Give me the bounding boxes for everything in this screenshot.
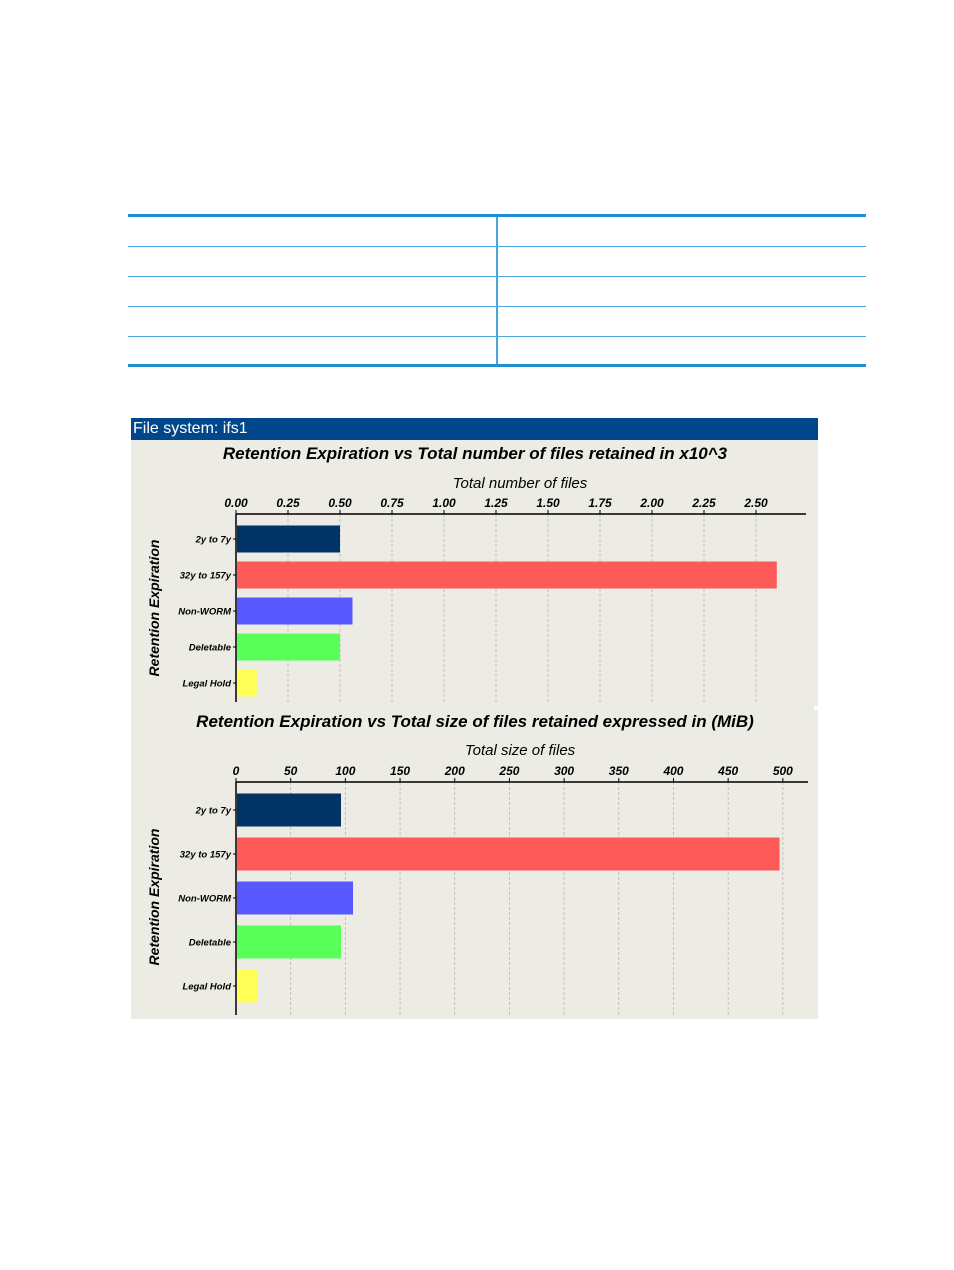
x-tick-label: 0.00 — [224, 496, 248, 510]
x-tick-label: 150 — [390, 764, 411, 778]
category-label: Legal Hold — [182, 981, 231, 993]
x-tick-label: 0.25 — [276, 496, 300, 510]
category-label: 2y to 7y — [195, 534, 231, 546]
bar-legal-hold — [237, 970, 258, 1003]
chart-title: Retention Expiration vs Total number of files retained in x10^3 — [222, 444, 728, 463]
x-tick-label: 100 — [335, 764, 356, 778]
chart-title: Retention Expiration vs Total size of files retained expressed in (MiB) — [196, 712, 754, 731]
bar-32y-to-157y — [237, 838, 780, 871]
category-label: Deletable — [188, 642, 231, 654]
category-label: 2y to 7y — [195, 805, 231, 817]
x-tick-label: 0.75 — [380, 496, 404, 510]
category-label: Legal Hold — [182, 678, 231, 690]
x-tick-label: 250 — [499, 764, 520, 778]
x-tick-label: 1.50 — [536, 496, 560, 510]
chart-2 — [146, 712, 808, 1015]
bar-2y-to-7y — [237, 794, 341, 827]
x-tick-label: 300 — [554, 764, 575, 778]
x-tick-label: 500 — [772, 764, 793, 778]
chart-1 — [146, 444, 806, 702]
category-label: Non-WORM — [178, 606, 231, 618]
panel-header-text: File system: ifs1 — [133, 420, 248, 437]
x-tick-label: 350 — [608, 764, 629, 778]
x-tick-label: 200 — [444, 764, 465, 778]
bar-legal-hold — [237, 670, 257, 697]
bar-32y-to-157y — [237, 562, 777, 589]
x-tick-label: 1.75 — [588, 496, 612, 510]
x-axis-label: Total number of files — [452, 475, 588, 492]
x-tick-label: 50 — [284, 764, 298, 778]
bar-2y-to-7y — [237, 526, 340, 553]
category-label: 32y to 157y — [179, 849, 231, 861]
x-tick-label: 0.50 — [328, 496, 352, 510]
x-axis-label: Total size of files — [464, 742, 576, 759]
x-tick-label: 2.25 — [692, 496, 716, 510]
category-label: Non-WORM — [178, 893, 231, 905]
x-tick-label: 2.00 — [640, 496, 664, 510]
x-tick-label: 2.50 — [744, 496, 768, 510]
x-tick-label: 1.25 — [484, 496, 508, 510]
bar-non-worm — [237, 598, 352, 625]
bar-non-worm — [237, 882, 353, 915]
category-label: Deletable — [188, 937, 231, 949]
bar-deletable — [237, 926, 341, 959]
y-axis-label: Retention Expiration — [146, 539, 162, 677]
x-tick-label: 1.00 — [432, 496, 456, 510]
y-axis-label: Retention Expiration — [146, 828, 162, 966]
x-tick-label: 0 — [232, 764, 240, 778]
x-tick-label: 400 — [663, 764, 684, 778]
category-label: 32y to 157y — [179, 570, 231, 582]
bar-deletable — [237, 634, 340, 661]
x-tick-label: 450 — [718, 764, 739, 778]
